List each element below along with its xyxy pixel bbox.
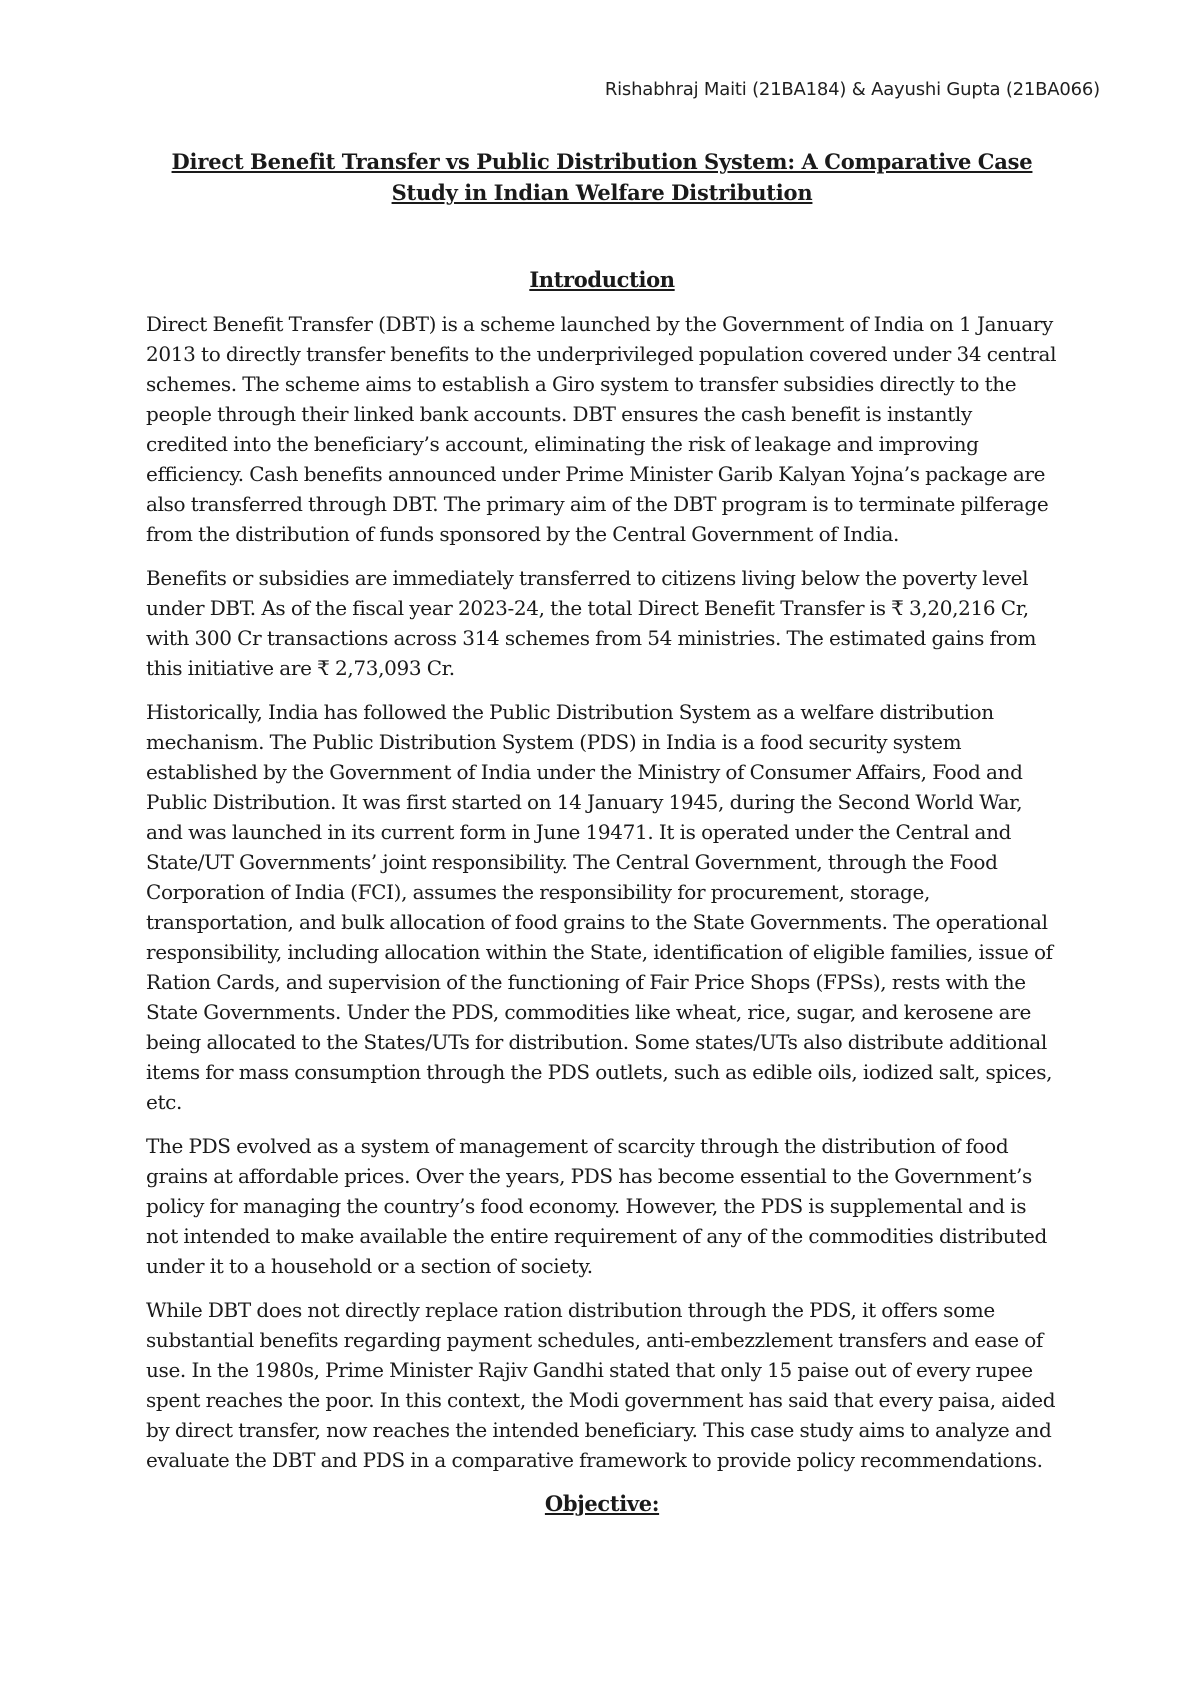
paragraph-pds-history: Historically, India has followed the Public Distribution System as a welfare distribution mechanism. The Public Distribution System (PDS) in India is a food security system established by the Government of India under the Ministry of Consumer Affairs, Food and Public Distribution. It was first started on 14 January 1945, during the Second World War, and was launched in its current form in June 19471. It is operated under the Central and State/UT Governments’ joint responsibility. The Central Government, through the Food Corporation of India (FCI), assumes the responsibility for procurement, storage, transportation, and bulk allocation of food grains to the State Governments. The operational responsibility, including allocation within the State, identification of eligible families, issue of Ration Cards, and supervision of the functioning of Fair Price Shops (FPSs), rests with the State Governments. Under the PDS, commodities like wheat, rice, sugar, and kerosene are being allocated to the States/UTs for distribution. Some states/UTs also distribute additional items for mass consumption through the PDS outlets, such as edible oils, iodized salt, spices, etc. bbox=[146, 700, 1053, 1114]
document-title: Direct Benefit Transfer vs Public Distribution System: A Comparative Case Study in Indian Welfare Distribution bbox=[171, 149, 1033, 205]
paragraph-dbt-vs-pds: While DBT does not directly replace ration distribution through the PDS, it offers some substantial benefits regarding payment schedules, anti-embezzlement transfers and ease of use. In the 1980s, Prime Minister Rajiv Gandhi stated that only 15 paise out of every rupee spent reaches the poor. In this context, the Modi government has said that every paisa, aided by direct transfer, now reaches the intended beneficiary. This case study aims to analyze and evaluate the DBT and PDS in a comparative framework to provide policy recommendations. bbox=[146, 1298, 1056, 1472]
document-body bbox=[146, 146, 1058, 1533]
paragraph-dbt-overview: Direct Benefit Transfer (DBT) is a scheme launched by the Government of India on 1 January 2013 to directly transfer benefits to the underprivileged population covered under 34 central schemes. The scheme aims to establish a Giro system to transfer subsidies directly to the people through their linked bank accounts. DBT ensures the cash benefit is instantly credited into the beneficiary’s account, eliminating the risk of leakage and improving efficiency. Cash benefits announced under Prime Minister Garib Kalyan Yojna’s package are also transferred through DBT. The primary aim of the DBT program is to terminate pilferage from the distribution of funds sponsored by the Central Government of India. bbox=[146, 312, 1057, 546]
author-header: Rishabhraj Maiti (21BA184) & Aayushi Gupta (21BA066) bbox=[604, 79, 1100, 100]
objective-heading: Objective: bbox=[544, 1491, 660, 1516]
paragraph-pds-evolution: The PDS evolved as a system of management of scarcity through the distribution of food grains at affordable prices. Over the years, PDS has become essential to the Government’s policy for managing the country’s food economy. However, the PDS is supplemental and is not intended to make available the entire requirement of any of the commodities distributed under it to a household or a section of society. bbox=[146, 1134, 1047, 1278]
paragraph-dbt-figures: Benefits or subsidies are immediately transferred to citizens living below the poverty level under DBT. As of the fiscal year 2023-24, the total Direct Benefit Transfer is ₹ 3,20,216 Cr, with 300 Cr transactions across 314 schemes from 54 ministries. The estimated gains from this initiative are ₹ 2,73,093 Cr. bbox=[146, 566, 1037, 680]
introduction-heading: Introduction bbox=[529, 267, 675, 292]
